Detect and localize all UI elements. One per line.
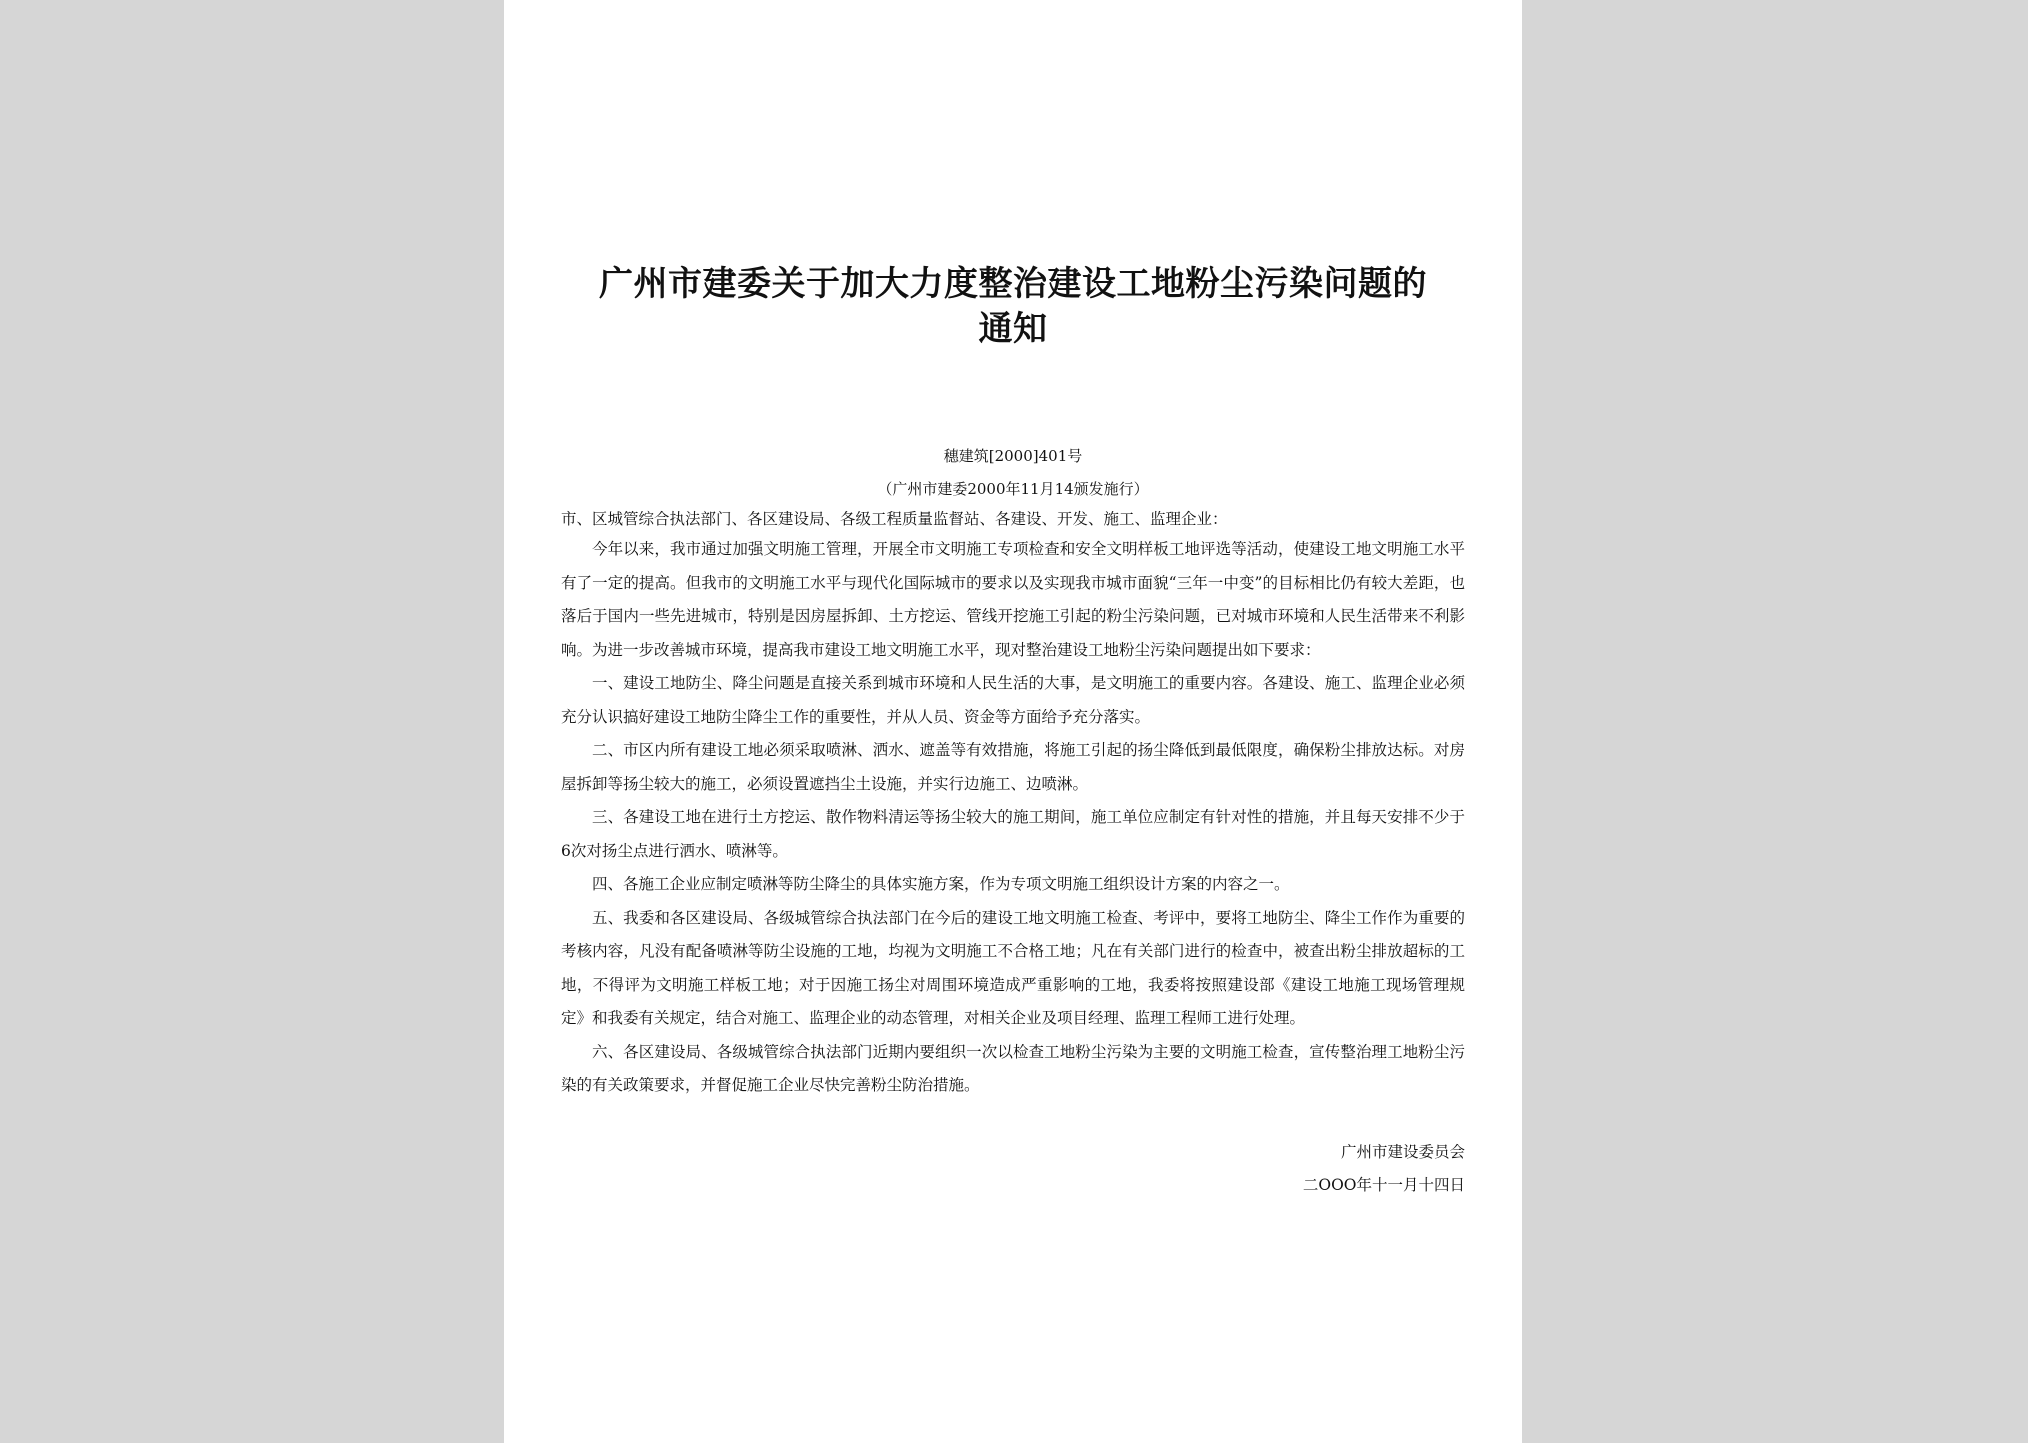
document-body	[561, 533, 1465, 1103]
document-title	[561, 262, 1465, 352]
paragraph-item-5: 五、我委和各区建设局、各级城管综合执法部门在今后的建设工地文明施工检查、考评中，要将工地防尘、降尘工作作为重要的考核内容，凡没有配备喷淋等防尘设施的工地，均视为文明施工不合格工地；凡在有关部门进行的检查中，被查出粉尘排放超标的工地，不得评为文明施工样板工地；对于因施工扬尘对周围环境造成严重影响的工地，我委将按照建设部《建设工地施工现场管理规定》和我委有关规定，结合对施工、监理企业的动态管理，对相关企业及项目经理、监理工程师工进行处理。	[561, 908, 1465, 1027]
document-number: 穗建筑[2000]401号	[943, 447, 1083, 465]
paragraph-item-3: 三、各建设工地在进行土方挖运、散作物料清运等扬尘较大的施工期间，施工单位应制定有针对性的措施，并且每天安排不少于6次对扬尘点进行洒水、喷淋等。	[561, 808, 1465, 860]
issued-note: （广州市建委2000年11月14颁发施行）	[877, 480, 1149, 498]
title-line-1: 广州市建委关于加大力度整治建设工地粉尘污染问题的	[599, 264, 1427, 304]
signature-block	[561, 1136, 1465, 1202]
document-page	[504, 0, 1522, 1443]
paragraph-item-2: 二、市区内所有建设工地必须采取喷淋、洒水、遮盖等有效措施，将施工引起的扬尘降低到最低限度，确保粉尘排放达标。对房屋拆卸等扬尘较大的施工，必须设置遮挡尘土设施，并实行边施工、边喷淋。	[561, 741, 1465, 793]
paragraph-item-6: 六、各区建设局、各级城管综合执法部门近期内要组织一次以检查工地粉尘污染为主要的文明施工检查，宣传整治理工地粉尘污染的有关政策要求，并督促施工企业尽快完善粉尘防治措施。	[561, 1042, 1465, 1094]
paragraph-item-1: 一、建设工地防尘、降尘问题是直接关系到城市环境和人民生活的大事，是文明施工的重要内容。各建设、施工、监理企业必须充分认识搞好建设工地防尘降尘工作的重要性，并从人员、资金等方面给予充分落实。	[561, 674, 1465, 726]
signature-date: 二OOO年十一月十四日	[1302, 1175, 1465, 1194]
signature-org: 广州市建设委员会	[1340, 1142, 1465, 1161]
title-line-2: 通知	[978, 309, 1048, 349]
paragraph-item-4: 四、各施工企业应制定喷淋等防尘降尘的具体实施方案，作为专项文明施工组织设计方案的内容之一。	[592, 875, 1290, 893]
salutation: 市、区城管综合执法部门、各区建设局、各级工程质量监督站、各建设、开发、施工、监理企业：	[561, 510, 1228, 528]
paragraph-intro: 今年以来，我市通过加强文明施工管理，开展全市文明施工专项检查和安全文明样板工地评选等活动，使建设工地文明施工水平有了一定的提高。但我市的文明施工水平与现代化国际城市的要求以及实现我市城市面貌“三年一中变”的目标相比仍有较大差距，也落后于国内一些先进城市，特别是因房屋拆卸、土方挖运、管线开挖施工引起的粉尘污染问题，已对城市环境和人民生活带来不利影响。为进一步改善城市环境，提高我市建设工地文明施工水平，现对整治建设工地粉尘污染问题提出如下要求：	[561, 540, 1465, 659]
